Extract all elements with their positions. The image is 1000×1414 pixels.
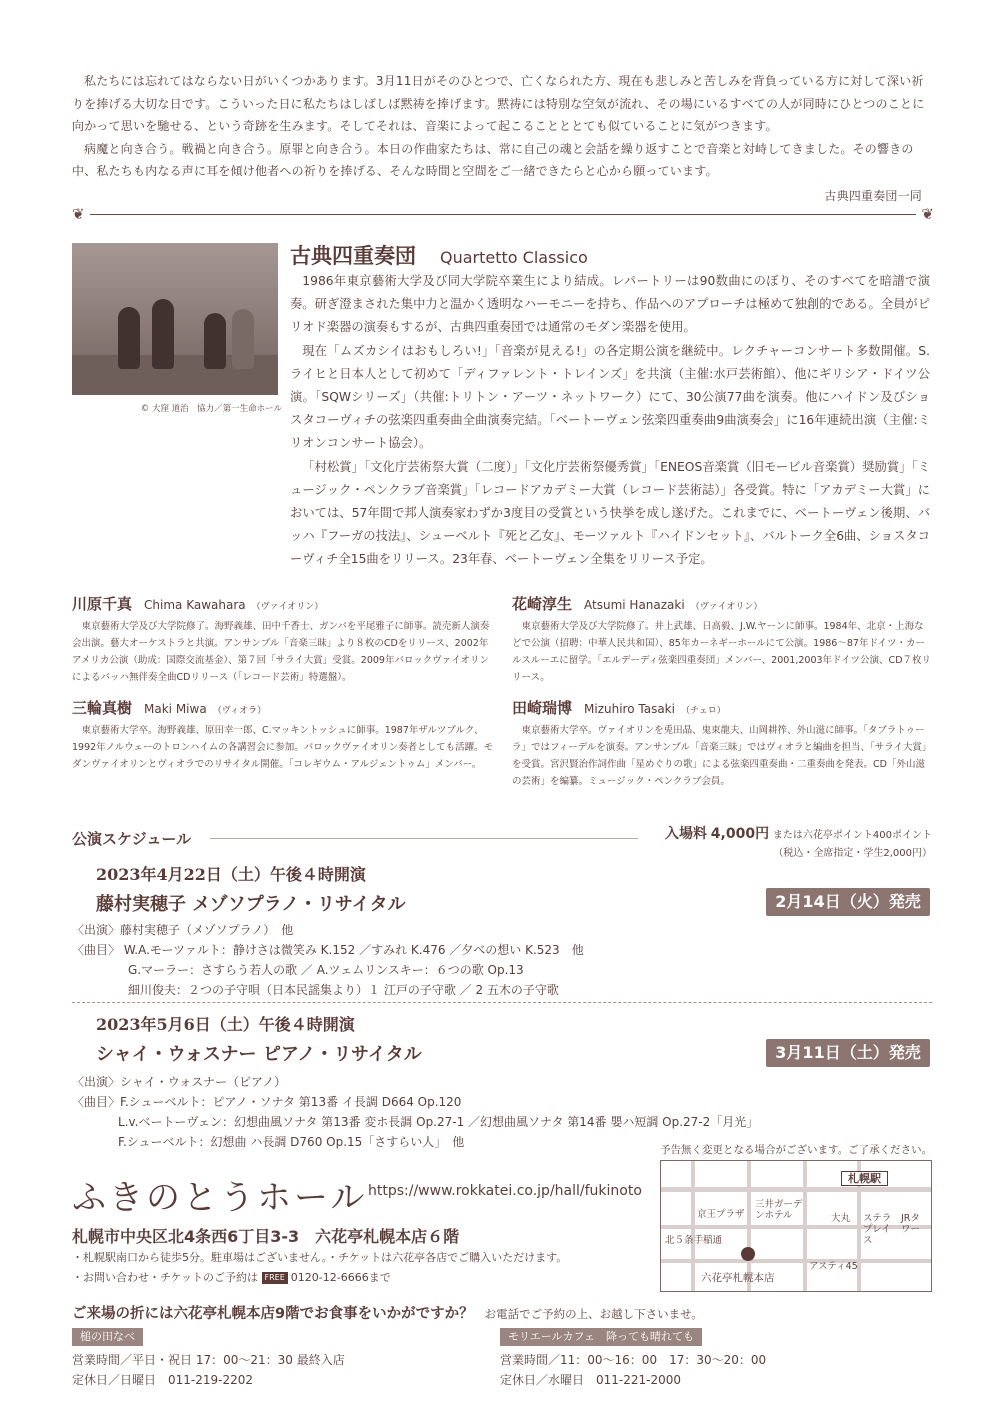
member-instrument: （ヴァイオリン） <box>690 602 763 612</box>
quartet-name-en: Quartetto Classico <box>440 248 588 267</box>
concert-details <box>72 1072 932 1152</box>
bio-paragraph: 1986年東京藝術大学及び同大学院卒業生により結成。レパートリーは90数曲にのぼり、そのすべてを暗譜で演奏。研ぎ澄まされた集中力と温かく透明なハーモニーを持ち、作品へのアプローチは極めて独創的である。全員がピリオド楽器の演奏もするが、古典四重奏団では通常のモダン楽器を使用。 <box>290 274 930 335</box>
sale-date-badge: 3月11日（土）発売 <box>766 1039 930 1067</box>
member-name-ja: 田崎瑞博 <box>512 699 573 717</box>
concert-title: シャイ・ウォスナー ピアノ・リサイタル <box>96 1044 422 1065</box>
concert-separator <box>72 1002 932 1003</box>
program-line: L.v.ベートーヴェン：幻想曲風ソナタ 第13番 変ホ長調 Op.27-1 ／幻想曲風ソナタ 第14番 嬰ハ短調 Op.27-2「月光」 <box>118 1115 759 1129</box>
performer-line: 〈出演〉シャイ・ウォスナー（ピアノ） <box>72 1075 287 1089</box>
restaurant-name: 槌の田なべ <box>72 1328 143 1346</box>
price-note: （税込・全席指定・学生2,000円） <box>773 848 932 859</box>
restaurant-hours: 営業時間／11：00～16：00 17：30～20：00 <box>500 1353 767 1367</box>
sale-date-badge: 2月14日（火）発売 <box>766 888 930 916</box>
map-road <box>691 1161 695 1291</box>
ornament-divider <box>72 205 934 223</box>
map-label: ステラプレイス <box>863 1213 892 1246</box>
quartet-photo <box>72 243 278 395</box>
map-road <box>661 1187 931 1192</box>
map-label: JRタワー <box>901 1213 921 1235</box>
map-street-label: 北５条手稲通 <box>665 1235 723 1246</box>
program-line: 〈曲目〉 W.A.モーツァルト：静けさは微笑み K.152 ／すみれ K.476 ／夕べの想い K.523 他 <box>72 943 584 957</box>
restaurant-closed: 定休日／日曜日 011-219-2202 <box>72 1373 254 1387</box>
map-label: アスティ45 <box>809 1261 858 1272</box>
schedule-rule <box>210 838 638 839</box>
map-label: 三井ガーデンホテル <box>755 1199 803 1221</box>
map-label: 京王プラザ <box>697 1209 745 1220</box>
hall-url-link[interactable]: https://www.rokkatei.co.jp/hall/fukinoto <box>368 1183 642 1199</box>
map-label: 大丸 <box>831 1213 851 1224</box>
fleuron-right-icon: ❦ <box>921 205 934 223</box>
location-marker-icon <box>741 1247 755 1261</box>
dining-title: ご来場の折には六花亭札幌本店9階でお食事をいかがですか？ <box>72 1306 474 1322</box>
member-kawahara <box>72 596 496 686</box>
program-line: G.マーラー：さすらう若人の歌 ／ A.ツェムリンスキー：６つの歌 Op.13 <box>128 963 524 977</box>
member-bio: 東京藝術大学卒。ヴァイオリンを兎田晶、鬼束龍夫、山岡耕筰、外山滋に師事。「タブラトゥーラ」ではフィーデルを演奏。アンサンブル「音楽三昧」ではヴィオラと編曲を担当、「サライ大賞」を受賞。宮沢賢治作詞作曲「星めぐりの歌」による弦楽四重奏曲・二重奏曲を発表。CD「外山滋の芸術」を編纂。ミュージック・ペンクラブ会員。 <box>512 725 932 787</box>
member-bio: 東京藝術大学卒。海野義雄、原田幸一郎、C.マッキントッシュに師事。1987年ザルツブルク、1992年ノルウェーのトロンハイムの各講習会に参加。バロックヴァイオリン奏者としても活躍。モダンヴァイオリンとヴィオラでのリサイタル開催。「コレギウム・アルジェントゥム」メンバー。 <box>72 725 494 770</box>
price-label: 入場料 <box>664 826 707 842</box>
member-instrument: （ヴィオラ） <box>212 706 267 716</box>
member-instrument: （チェロ） <box>680 706 726 716</box>
intro-paragraph: 私たちには忘れてはならない日がいくつかあります。3月11日がそのひとつで、亡くなられた方、現在も悲しみと苦しみを背負っている方に対して深い祈りを捧げる大切な日です。こういった日に私たちはしばしば黙祷を捧げます。黙祷には特別な空気が流れ、その場にいるすべての人が同時にひとつのことに向かって思いを馳せる、という奇跡を生みます。そしてそれは、音楽によって起こることととても似ていることに気がつきます。 <box>72 74 925 133</box>
bio-paragraph: 「村松賞」「文化庁芸術祭大賞（二度）」「文化庁芸術祭優秀賞」「ENEOS音楽賞（旧モービル音楽賞）奨励賞」「ミュージック・ペンクラブ音楽賞」「レコードアカデミー大賞（レコード芸術誌）」各受賞。特に「アカデミー大賞」においては、57年間で邦人演奏家わずか3度目の受賞という快挙を成し遂げた。これまでに、ベートーヴェン後期、バッハ『フーガの技法』、シューベルト『死と乙女』、モーツァルト『ハイドンセット』、バルトーク全6曲、ショスタコーヴィチ全15曲をリリース。23年春、ベートーヴェン全集をリリース予定。 <box>290 459 930 567</box>
access-note: ・札幌駅南口から徒歩5分。駐車場はございません。・チケットは六花亭各店でご購入いただけます。 <box>72 1251 568 1264</box>
member-instrument: （ヴァイオリン） <box>251 602 324 612</box>
member-name-ja: 花崎淳生 <box>512 595 573 613</box>
map-note: 予告無く変更となる場合がございます。ご了承ください。 <box>660 1144 933 1156</box>
concert-details <box>72 920 932 1000</box>
map-road <box>803 1161 807 1291</box>
program-line: 〈曲目〉F.シューベルト：ピアノ・ソナタ 第13番 イ長調 D664 Op.120 <box>72 1095 462 1109</box>
quartet-title <box>290 240 588 270</box>
member-bio: 東京藝術大学及び大学院修了。海野義雄、田中千香士、ガンバを平尾雅子に師事。読売新人演奏会出演。藝大オーケストラと共演。アンサンブル「音楽三昧」より８枚のCDをリリース、2002年アメリカ公演（助成：国際交流基金）、第７回「サライ大賞」受賞。2009年バロックヴァイオリンによるバッハ無伴奏全曲CDリリース（「レコード芸術」特選盤）。 <box>72 621 490 683</box>
quartet-name-ja: 古典四重奏団 <box>290 243 416 268</box>
access-map <box>660 1160 932 1292</box>
restaurant-closed: 定休日／水曜日 011-221-2000 <box>500 1373 682 1387</box>
restaurant-name: モリエールカフェ 降っても晴れても <box>500 1328 702 1346</box>
ticket-price <box>640 826 932 862</box>
intro-message <box>72 70 932 207</box>
member-name-en: Atsumi Hanazaki <box>584 598 685 612</box>
price-alt: または六花亭ポイント400ポイント <box>772 830 932 841</box>
free-dial-icon: FREE <box>262 1272 288 1284</box>
member-miwa <box>72 700 496 773</box>
member-hanazaki <box>512 596 932 686</box>
member-name-en: Chima Kawahara <box>144 598 246 612</box>
performer-line: 〈出演〉藤村実穂子（メゾソプラノ） 他 <box>72 923 294 937</box>
program-line: F.シューベルト：幻想曲 ハ長調 D760 Op.15「さすらい人」 他 <box>118 1135 465 1149</box>
bio-paragraph: 現在「ムズカシイはおもしろい!」「音楽が見える!」の各定期公演を継続中。レクチャーコンサート多数開催。S.ライヒと日本人として初めて「ディファレント・トレインズ」を共演（主催:水戸芸術館）、他にギリシア・ドイツ公演。「SQWシリーズ」（共催:トリトン・アーツ・ネットワーク）にて、30公演77曲を演奏。他にハイドン及びショスタコーヴィチの弦楽四重奏曲全曲演奏完結。「ベートーヴェン弦楽四重奏曲9曲演奏会」に16年連続出演（主催:ミリオンコンサート協会）。 <box>290 343 930 451</box>
schedule-heading: 公演スケジュール <box>72 830 192 848</box>
restaurant-2 <box>500 1326 932 1390</box>
contact-note: ・お問い合わせ・チケットのご予約は <box>72 1271 259 1284</box>
hall-notes <box>72 1248 567 1288</box>
program-line: 細川俊夫：２つの子守唄（日本民謡集より）１ 江戸の子守歌 ／ 2 五木の子守歌 <box>128 983 559 997</box>
price-value: 4,000円 <box>710 826 770 842</box>
dining-subnote: お電話でご予約の上、お越し下さいませ。 <box>484 1307 703 1321</box>
quartet-bio <box>290 270 930 572</box>
contact-phone[interactable]: 0120-12-6666まで <box>290 1271 391 1284</box>
contact-line <box>72 1268 567 1288</box>
hall-address: 札幌市中央区北4条西6丁目3-3 六花亭札幌本店６階 <box>72 1227 460 1246</box>
photo-caption: © 大窪 道治 協力／第一生命ホール <box>140 404 282 414</box>
member-tasaki <box>512 700 932 790</box>
restaurant-hours: 営業時間／平日・祝日 17：00～21：30 最終入店 <box>72 1353 345 1367</box>
member-bio: 東京藝術大学及び大学院修了。井上武雄、日高毅、J.W.ヤーンに師事。1984年、北京・上海などで公演（招聘：中華人民共和国）、85年カーネギーホールにて公演。1986～87年ドイツ・カールスルーエに留学。「エルデーディ弦楽四重奏団」メンバー、2001,2003年ドイツ公演、CD７枚リリース。 <box>512 621 932 683</box>
member-name-ja: 川原千真 <box>72 595 133 613</box>
member-name-en: Maki Miwa <box>144 702 207 716</box>
concert-date: 2023年5月6日（土）午後４時開演 <box>96 1015 355 1034</box>
map-road <box>661 1259 931 1263</box>
fleuron-left-icon: ❦ <box>72 205 85 223</box>
concert-title: 藤村実穂子 メゾソプラノ・リサイタル <box>96 894 406 915</box>
concert-date: 2023年4月22日（土）午後４時開演 <box>96 865 366 884</box>
intro-signature: 古典四重奏団一同 <box>824 188 922 203</box>
restaurant-1 <box>72 1326 492 1390</box>
member-name-ja: 三輪真樹 <box>72 699 133 717</box>
map-station-label: 札幌駅 <box>841 1171 888 1186</box>
member-name-en: Mizuhiro Tasaki <box>584 702 675 716</box>
map-venue-label: 六花亭札幌本店 <box>701 1272 775 1284</box>
dining-heading <box>72 1302 703 1323</box>
hall-logo: ふきのとうホール <box>72 1178 368 1218</box>
intro-paragraph: 病魔と向き合う。戦禍と向き合う。原罪と向き合う。本日の作曲家たちは、常に自己の魂と会話を繰り返すことで音楽と対峙してきました。その響きの中、私たちも内なる声に耳を傾け他者への祈りを捧げる、そんな時間と空間をご一緒できたらと心から願っています。 <box>72 141 914 178</box>
